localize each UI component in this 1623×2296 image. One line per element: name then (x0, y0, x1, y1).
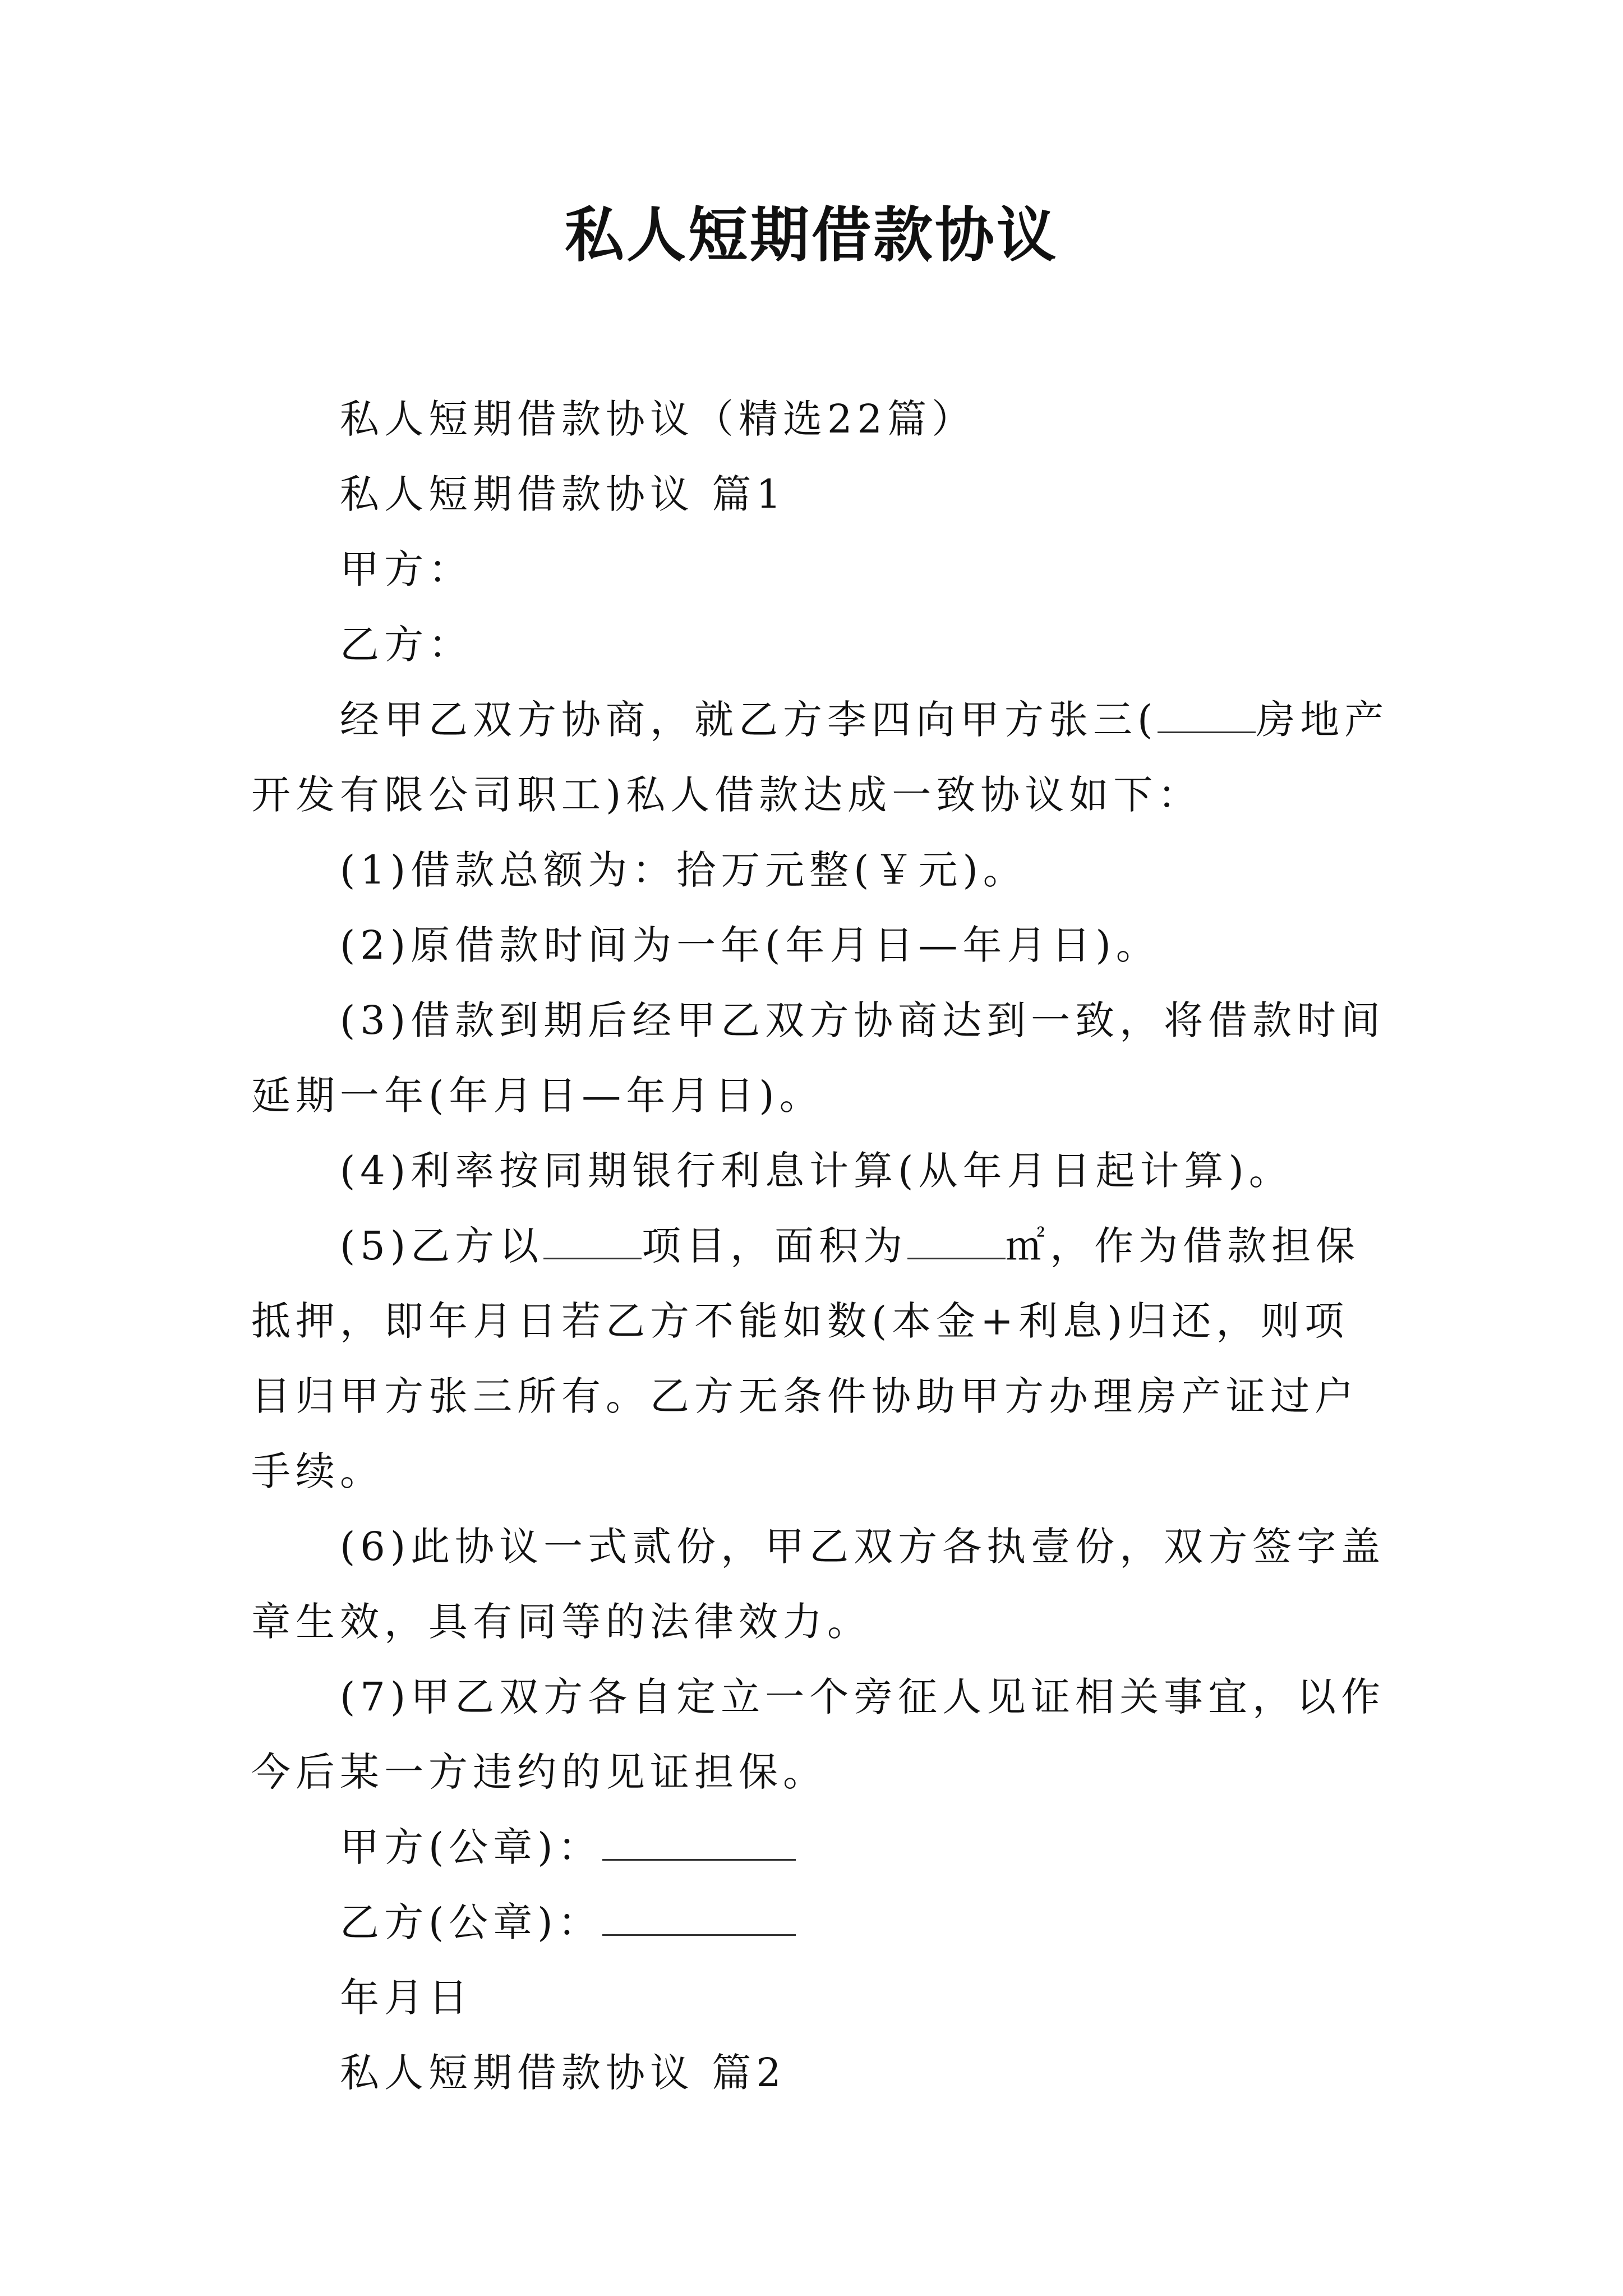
clause-4: (4)利率按同期银行利息计算(从年月日起计算)。 (340, 1148, 1293, 1194)
signature-party-a (251, 1810, 1390, 1885)
signature-party-b-blank (602, 1890, 796, 1936)
section-2-heading: 私人短期借款协议 篇2 (340, 2050, 786, 2096)
signature-party-b (251, 1885, 1390, 1960)
document-body (251, 381, 1390, 2110)
signature-party-a-blank (602, 1815, 796, 1861)
document-title: 私人短期借款协议 (565, 200, 1058, 270)
signature-party-b-label: 乙方(公章)： (340, 1899, 602, 1945)
section-1-heading: 私人短期借款协议 篇1 (340, 471, 786, 517)
clause-5-text-b: 项目，面积为 (642, 1223, 908, 1269)
clause-6: (6)此协议一式贰份，甲乙双方各执壹份，双方签字盖章生效，具有同等的法律效力。 (251, 1524, 1386, 1645)
document-subtitle: 私人短期借款协议（精选22篇） (340, 396, 976, 442)
intro-text-end: 房地产开发有限公司职工)私人借款达成一致协议如下： (251, 697, 1389, 818)
clause-5-text-a: (5)乙方以 (340, 1223, 544, 1269)
date-line: 年月日 (340, 1975, 473, 2021)
clause-1: (1)借款总额为：拾万元整(￥元)。 (340, 847, 1027, 893)
signature-party-a-label: 甲方(公章)： (340, 1824, 602, 1870)
project-blank (543, 1214, 642, 1259)
company-blank (1158, 688, 1256, 733)
clause-2: (2)原借款时间为一年(年月日—年月日)。 (340, 922, 1160, 968)
clause-7: (7)甲乙双方各自定立一个旁征人见证相关事宜，以作今后某一方违约的见证担保。 (251, 1674, 1386, 1795)
clause-5 (251, 1208, 1390, 1509)
clause-5-text-c: ㎡，作为借款担保抵押，即年月日若乙方不能如数(本金+利息)归还，则项目归甲方张三所有。乙方无条件协助甲方办理房产证过户手续。 (251, 1223, 1361, 1494)
clause-3: (3)借款到期后经甲乙双方协商达到一致，将借款时间延期一年(年月日—年月日)。 (251, 997, 1386, 1119)
area-blank (907, 1214, 1006, 1259)
party-b-label: 乙方： (340, 622, 473, 668)
party-a-label: 甲方： (340, 546, 473, 592)
intro-text-start: 经甲乙双方协商，就乙方李四向甲方张三( (340, 697, 1158, 743)
intro-paragraph (251, 682, 1390, 832)
